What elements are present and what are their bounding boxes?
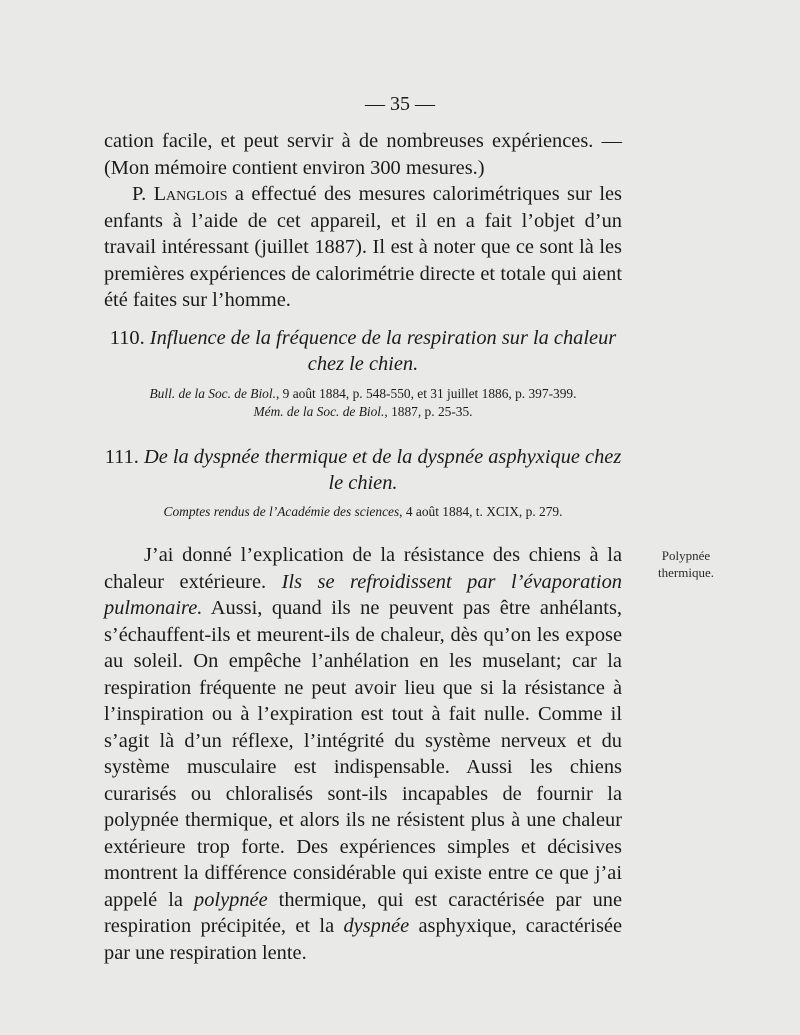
author-initial: P.	[132, 183, 154, 205]
reference-details: , 9 août 1884, p. 548-550, et 31 juillet 1886, p. 397-399.	[275, 386, 577, 401]
intro-paragraph-2-text: a effectué des mesures calorimétriques sur les enfants à l’aide de cet appareil, et il en a fait l’objet d’un travail intéressant (juillet 1887). Il est à noter que ce sont là les premières expériences de calorimétrie directe et totale qui aient été faites sur l’homme.	[104, 183, 622, 311]
body-text-run: J’ai donné l’explication de la résistance des chiens à la chaleur extérieure.	[104, 544, 622, 593]
section-110-heading	[104, 325, 622, 377]
page-number: — 35 —	[365, 93, 435, 115]
intro-paragraph-2	[104, 181, 622, 314]
body-text	[104, 542, 622, 966]
section-110	[104, 325, 622, 421]
reference-details: , 1887, p. 25-35.	[384, 404, 473, 419]
reference-journal: Mém. de la Soc. de Biol.	[253, 404, 385, 419]
section-110-title: Influence de la fréquence de la respiration sur la chaleur chez le chien.	[149, 327, 617, 375]
margin-note	[641, 547, 731, 581]
section-111-references	[104, 503, 622, 521]
section-111	[104, 444, 622, 521]
intro-text	[104, 128, 622, 314]
body-text-run: thermique, qui est caractérisée par une respiration précipitée, et la	[104, 888, 623, 937]
section-110-number: 110.	[109, 327, 150, 349]
section-111-title: De la dyspnée thermique et de la dyspnée asphyxique chez le chien.	[143, 446, 622, 494]
body-text-run: Aussi, quand ils ne peuvent pas être anhélants, s’échauffent-ils et meurent-ils de chaleur, dès qu’on les expose au soleil. On empêche l’anhélation en les muselant; car la respiration fréquente ne peut avoir lieu que si la résistance à l’inspiration ou à l’expiration est tout à fait nulle. Comme il s’agit là d’un réflexe, l’intégrité du système nerveux et du système musculaire est indispensable. Aussi les chiens curarisés ou chloralisés sont-ils incapables de fournir la polypnée thermique, et alors ils ne résistent plus à une chaleur extérieure trop forte. Des expériences simples et décisives montrent la différence considérable qui existe entre ce que j’ai appelé la	[104, 597, 622, 911]
margin-note-line: thermique.	[658, 565, 714, 580]
reference-line	[104, 503, 622, 521]
author-name: Langlois	[153, 183, 228, 205]
reference-line	[104, 403, 622, 421]
reference-journal: Comptes rendus de l’Académie des sciences	[163, 504, 400, 519]
reference-details: , 4 août 1884, t. XCIX, p. 279.	[399, 504, 563, 519]
reference-line	[104, 385, 622, 403]
reference-journal: Bull. de la Soc. de Biol.	[149, 386, 276, 401]
body-paragraph	[104, 542, 622, 966]
margin-note-line: Polypnée	[661, 548, 711, 563]
intro-paragraph-1: cation facile, et peut servir à de nombreuses expériences. — (Mon mémoire contient environ 300 mesures.)	[104, 130, 622, 179]
body-italic-run: Ils se refroidissent par l’évaporation pulmonaire.	[104, 570, 622, 619]
body-text-run: asphyxique, caractérisée par une respiration lente.	[104, 915, 622, 964]
section-110-references	[104, 385, 622, 421]
section-111-heading	[104, 444, 622, 496]
section-111-number: 111.	[104, 446, 144, 468]
body-italic-run: polypnée	[194, 888, 268, 911]
body-italic-run: dyspnée	[343, 915, 410, 937]
